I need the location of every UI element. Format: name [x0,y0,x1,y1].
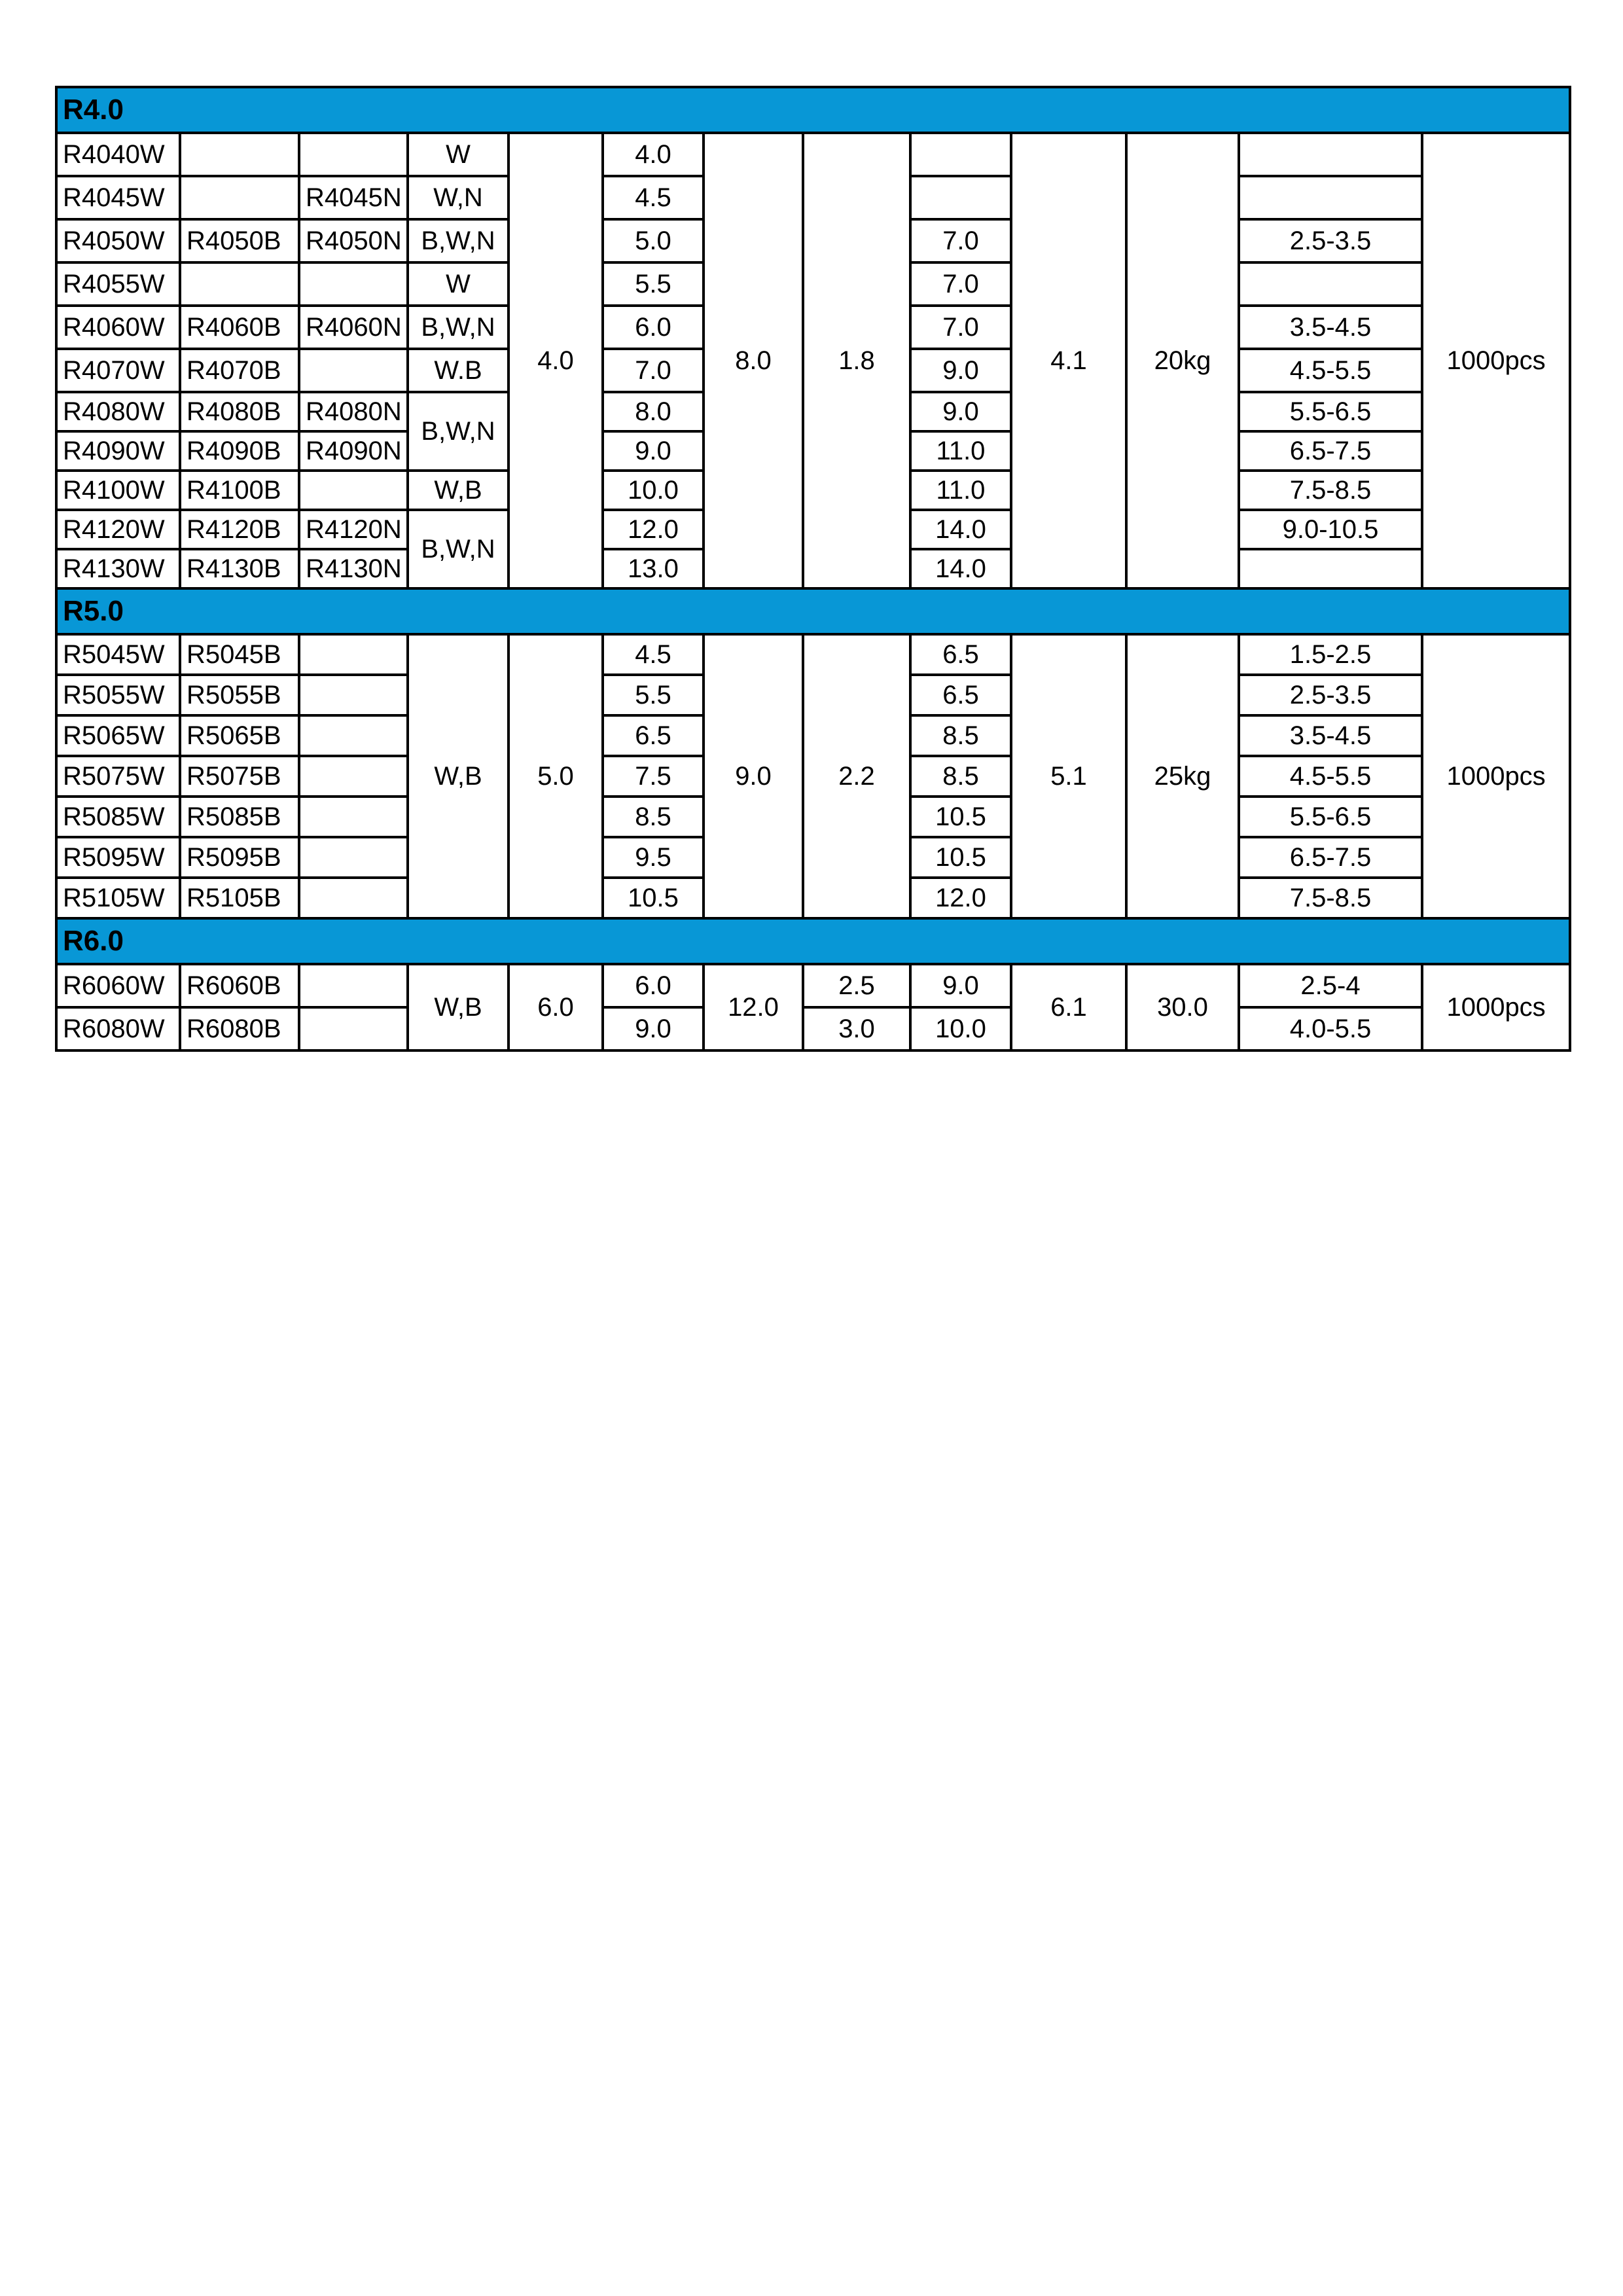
code-w: R5055W [56,675,180,715]
spec-col9: 7.0 [910,306,1011,349]
code-b: R4080B [180,392,299,431]
code-w: R4060W [56,306,180,349]
range: 2.5-4 [1239,964,1422,1007]
range: 9.0-10.5 [1239,510,1422,549]
code-n [299,837,408,878]
code-b: R5065B [180,715,299,756]
color-options: B,W,N [408,510,508,588]
range: 2.5-3.5 [1239,675,1422,715]
range [1239,133,1422,176]
code-w: R4100W [56,471,180,510]
table-row [56,1007,1570,1050]
spec-col6: 8.0 [603,392,704,431]
spec-col9: 9.0 [910,964,1011,1007]
code-b: R4070B [180,349,299,392]
spec-col6: 5.0 [603,219,704,262]
range: 5.5-6.5 [1239,392,1422,431]
spec-col8: 1.8 [803,133,910,588]
spec-col9: 6.5 [910,675,1011,715]
code-b: R4090B [180,431,299,471]
color-options: W.B [408,349,508,392]
section-header-r4 [56,87,1570,133]
spec-col9: 11.0 [910,471,1011,510]
range: 6.5-7.5 [1239,431,1422,471]
spec-col6: 5.5 [603,262,704,306]
code-n: R4045N [299,176,408,219]
code-w: R6060W [56,964,180,1007]
spec-col9: 10.0 [910,1007,1011,1050]
code-w: R6080W [56,1007,180,1050]
range: 4.0-5.5 [1239,1007,1422,1050]
code-n [299,133,408,176]
spec-col6: 6.0 [603,964,704,1007]
spec-col6: 8.5 [603,797,704,837]
code-n [299,797,408,837]
spec-col9: 9.0 [910,349,1011,392]
spec-col10: 6.1 [1011,964,1126,1050]
color-options: B,W,N [408,392,508,471]
product-spec-table [55,86,1571,1052]
code-b [180,176,299,219]
code-w: R4130W [56,549,180,588]
spec-col7: 9.0 [704,634,803,918]
spec-col6: 13.0 [603,549,704,588]
section-header-r6 [56,918,1570,964]
spec-col9 [910,133,1011,176]
spec-col8: 2.2 [803,634,910,918]
code-n [299,634,408,675]
section-title: R4.0 [56,87,1570,133]
code-n [299,878,408,918]
spec-col9: 10.5 [910,797,1011,837]
spec-col6: 10.5 [603,878,704,918]
spec-col6: 12.0 [603,510,704,549]
code-b: R4130B [180,549,299,588]
code-n [299,471,408,510]
code-n: R4120N [299,510,408,549]
spec-col6: 9.0 [603,1007,704,1050]
range: 2.5-3.5 [1239,219,1422,262]
code-w: R5085W [56,797,180,837]
spec-col8: 3.0 [803,1007,910,1050]
spec-col6: 7.0 [603,349,704,392]
spec-col5: 6.0 [508,964,603,1050]
range: 3.5-4.5 [1239,306,1422,349]
range: 3.5-4.5 [1239,715,1422,756]
spec-sheet [55,86,1571,1052]
spec-col9: 7.0 [910,219,1011,262]
color-options: W,B [408,471,508,510]
packing-qty: 1000pcs [1422,133,1570,588]
weight: 25kg [1126,634,1239,918]
code-b: R5105B [180,878,299,918]
range: 4.5-5.5 [1239,756,1422,797]
packing-qty: 1000pcs [1422,964,1570,1050]
spec-col8: 2.5 [803,964,910,1007]
section-title: R6.0 [56,918,1570,964]
spec-col9: 7.0 [910,262,1011,306]
spec-col9: 14.0 [910,510,1011,549]
range [1239,549,1422,588]
code-b [180,262,299,306]
table-row [56,964,1570,1007]
spec-col6: 4.0 [603,133,704,176]
code-n [299,964,408,1007]
spec-col9: 11.0 [910,431,1011,471]
spec-col9: 9.0 [910,392,1011,431]
code-n: R4130N [299,549,408,588]
color-options: B,W,N [408,219,508,262]
weight: 30.0 [1126,964,1239,1050]
code-w: R4090W [56,431,180,471]
weight: 20kg [1126,133,1239,588]
spec-col9: 8.5 [910,756,1011,797]
table-row [56,133,1570,176]
code-b: R5095B [180,837,299,878]
spec-col6: 6.5 [603,715,704,756]
code-n [299,1007,408,1050]
code-w: R4055W [56,262,180,306]
spec-col6: 4.5 [603,176,704,219]
range: 5.5-6.5 [1239,797,1422,837]
color-options: W,N [408,176,508,219]
code-w: R5075W [56,756,180,797]
spec-col9 [910,176,1011,219]
spec-col6: 4.5 [603,634,704,675]
code-w: R4050W [56,219,180,262]
code-w: R4045W [56,176,180,219]
spec-col9: 8.5 [910,715,1011,756]
spec-col9: 12.0 [910,878,1011,918]
code-b: R4050B [180,219,299,262]
range [1239,262,1422,306]
color-options: B,W,N [408,306,508,349]
section-header-r5 [56,588,1570,634]
code-w: R5045W [56,634,180,675]
code-n [299,262,408,306]
code-w: R4040W [56,133,180,176]
code-w: R5105W [56,878,180,918]
spec-col10: 4.1 [1011,133,1126,588]
code-n: R4080N [299,392,408,431]
range [1239,176,1422,219]
color-options: W [408,262,508,306]
range: 1.5-2.5 [1239,634,1422,675]
spec-col6: 9.5 [603,837,704,878]
spec-col9: 14.0 [910,549,1011,588]
code-b: R5075B [180,756,299,797]
table-row [56,634,1570,675]
spec-col7: 8.0 [704,133,803,588]
spec-col6: 9.0 [603,431,704,471]
spec-col6: 10.0 [603,471,704,510]
code-b: R4100B [180,471,299,510]
range: 7.5-8.5 [1239,878,1422,918]
code-b: R6080B [180,1007,299,1050]
section-title: R5.0 [56,588,1570,634]
code-w: R4120W [56,510,180,549]
code-b: R5085B [180,797,299,837]
code-n [299,675,408,715]
code-b: R6060B [180,964,299,1007]
code-b: R5045B [180,634,299,675]
spec-col5: 5.0 [508,634,603,918]
code-b: R5055B [180,675,299,715]
code-b: R4060B [180,306,299,349]
code-n: R4060N [299,306,408,349]
code-n: R4090N [299,431,408,471]
code-w: R5095W [56,837,180,878]
color-options: W [408,133,508,176]
spec-col7: 12.0 [704,964,803,1050]
range: 6.5-7.5 [1239,837,1422,878]
code-n [299,756,408,797]
code-n [299,349,408,392]
range: 4.5-5.5 [1239,349,1422,392]
range: 7.5-8.5 [1239,471,1422,510]
code-b: R4120B [180,510,299,549]
spec-col9: 10.5 [910,837,1011,878]
code-n: R4050N [299,219,408,262]
code-w: R5065W [56,715,180,756]
spec-col5: 4.0 [508,133,603,588]
spec-col6: 7.5 [603,756,704,797]
spec-col6: 6.0 [603,306,704,349]
color-options: W,B [408,634,508,918]
spec-col6: 5.5 [603,675,704,715]
code-n [299,715,408,756]
code-w: R4070W [56,349,180,392]
code-b [180,133,299,176]
packing-qty: 1000pcs [1422,634,1570,918]
spec-col10: 5.1 [1011,634,1126,918]
spec-col9: 6.5 [910,634,1011,675]
color-options: W,B [408,964,508,1050]
code-w: R4080W [56,392,180,431]
